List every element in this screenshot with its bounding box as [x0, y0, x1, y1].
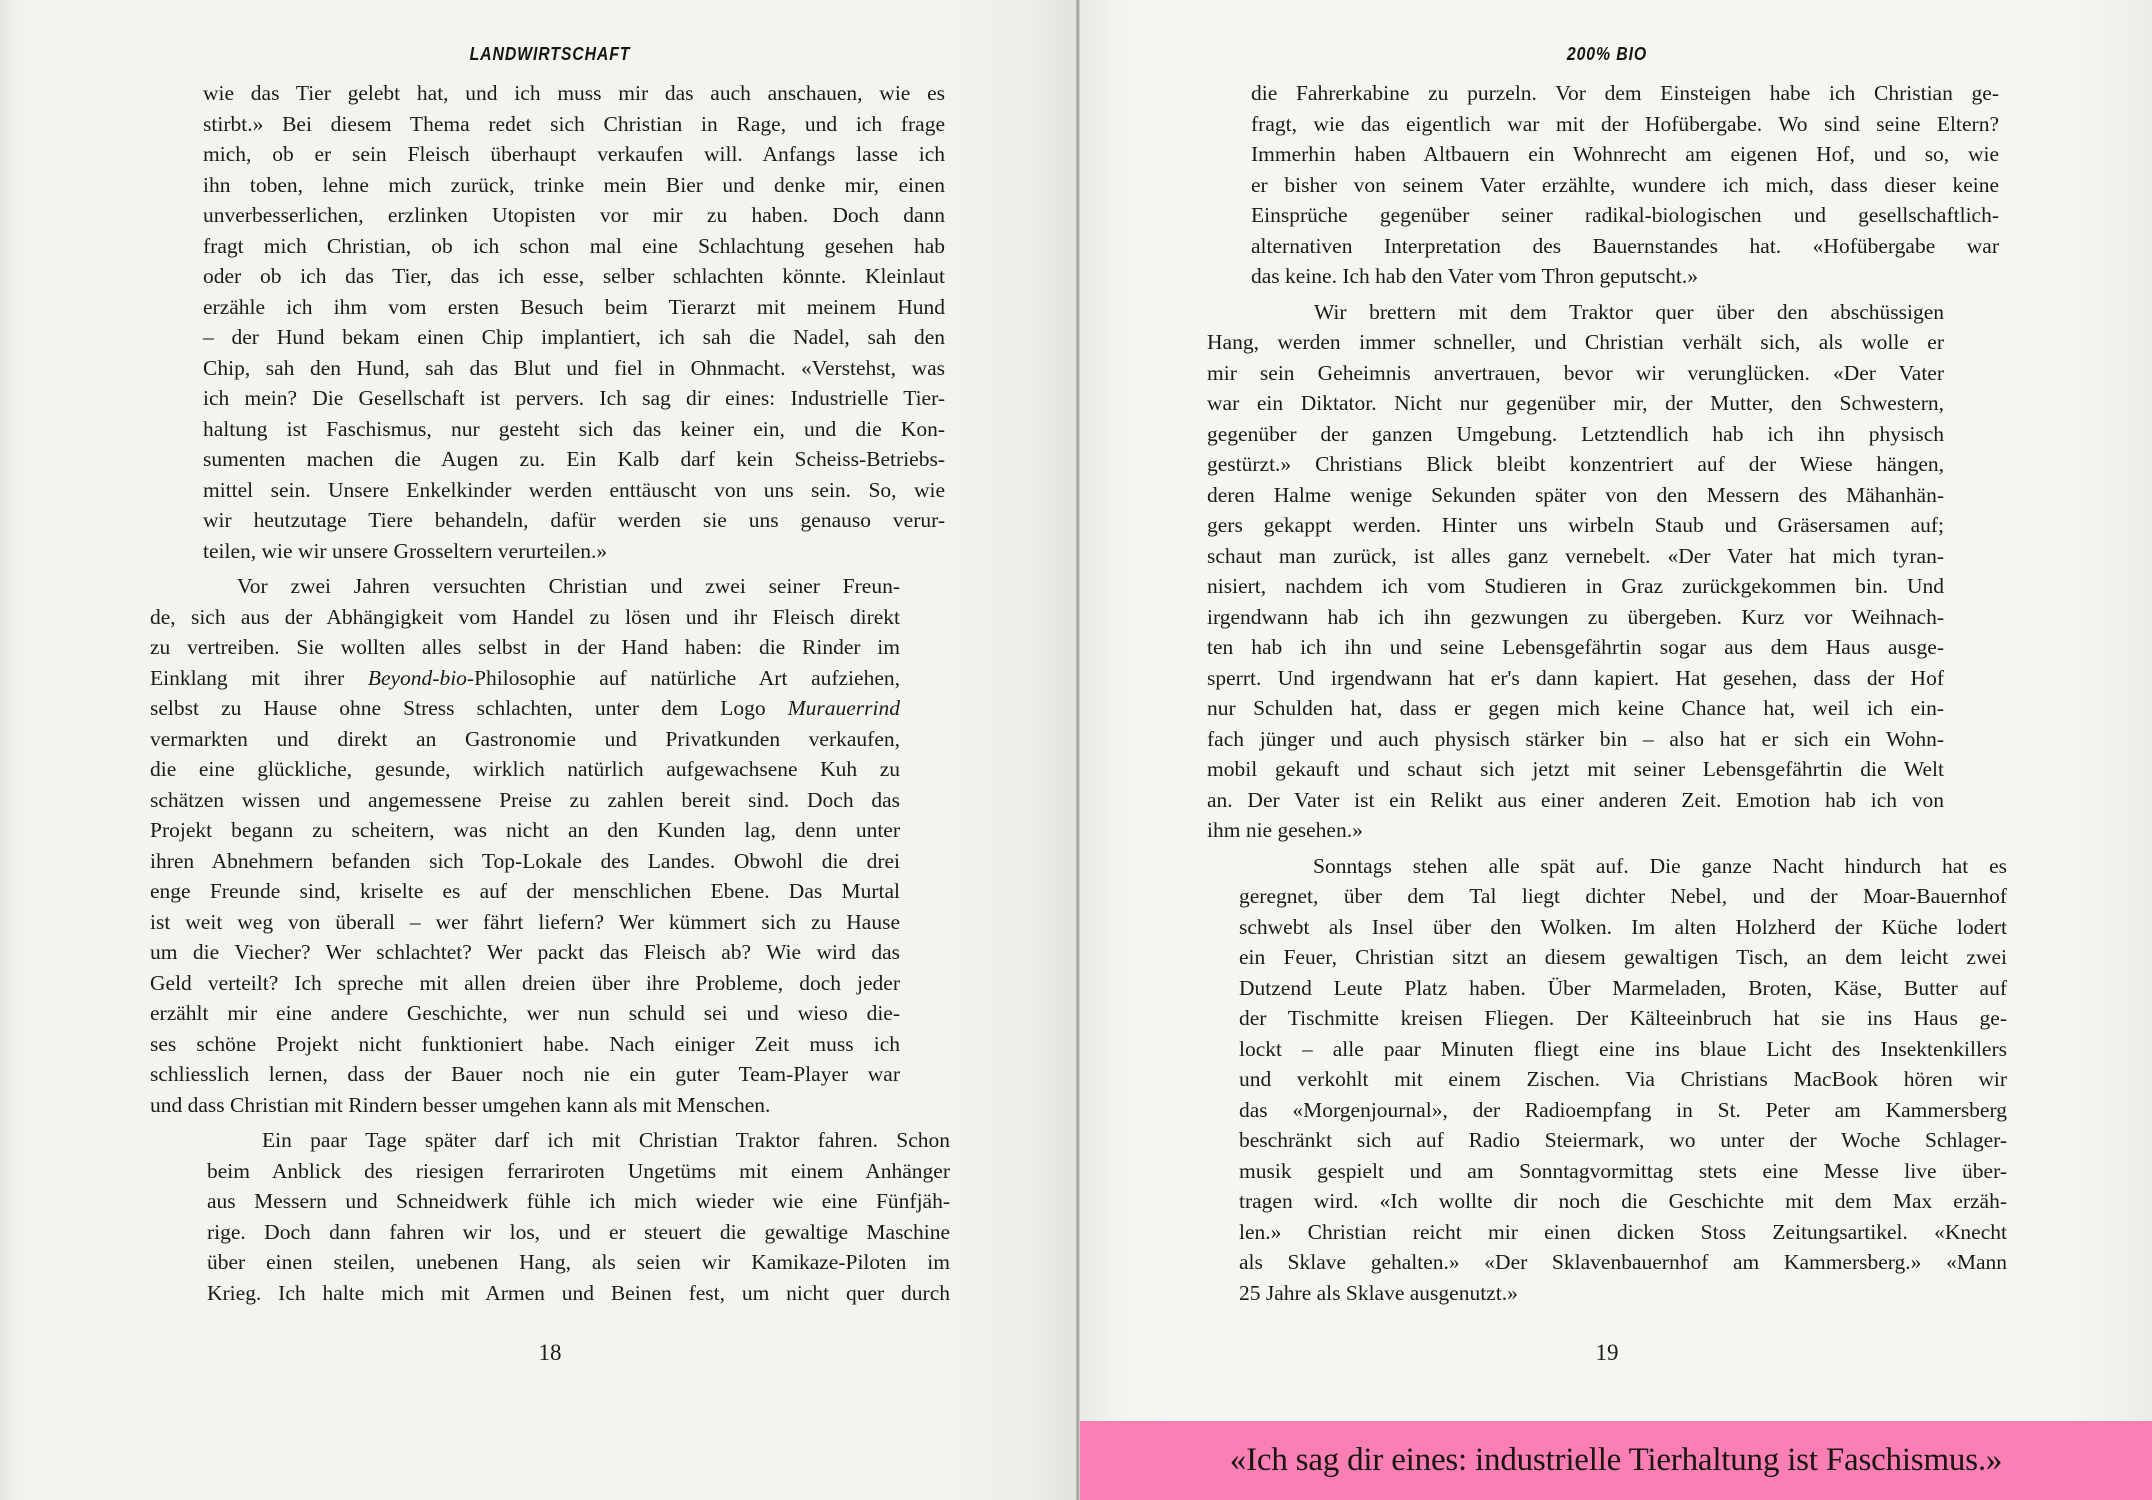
text-line: Einklang mit ihrer Beyond-bio-Philosophie auf natürliche Art aufziehen,	[150, 665, 900, 690]
text-line: gestürzt.» Christians Blick bleibt konzentriert auf der Wiese hängen,	[1207, 452, 1944, 476]
text-line: enge Freunde sind, kriselte es auf der menschlichen Ebene. Das Murtal	[150, 879, 900, 903]
text-line: und dass Christian mit Rindern besser umgehen kann als mit Menschen.	[150, 1092, 771, 1117]
text-line: Einsprüche gegenüber seiner radikal-biologischen und gesellschaftlich-	[1251, 203, 1999, 227]
text-line: erzähle ich ihm vom ersten Besuch beim Tierarzt mit meinem Hund	[203, 294, 945, 319]
text-line: Vor zwei Jahren versuchten Christian und zwei seiner Freun-	[237, 574, 900, 598]
text-line: Projekt begann zu scheitern, was nicht an den Kunden lag, denn unter	[150, 818, 900, 842]
text-line: mobil gekauft und schaut sich jetzt mit seiner Lebensgefährtin die Welt	[1207, 757, 1944, 781]
text-line: – der Hund bekam einen Chip implantiert, ich sah die Nadel, sah den	[203, 325, 945, 349]
paragraph	[150, 571, 900, 1120]
text-line: die eine glückliche, gesunde, wirklich natürlich aufgewachsene Kuh zu	[150, 757, 900, 781]
text-line: schwebt als Insel über den Wolken. Im alten Holzherd der Küche lodert	[1239, 914, 2007, 939]
text-line: beschränkt sich auf Radio Steiermark, wo unter der Woche Schlager-	[1239, 1128, 2007, 1152]
text-line: irgendwann hab ich ihn gezwungen zu übergeben. Kurz vor Weihnach-	[1207, 604, 1944, 629]
text-line: wir heutzutage Tiere behandeln, dafür werden sie uns genauso verur-	[203, 508, 945, 532]
text-line: um die Viecher? Wer schlachtet? Wer packt das Fleisch ab? Wie wird das	[150, 940, 900, 964]
text-line: schätzen wissen und angemessene Preise zu zahlen bereit sind. Doch das	[150, 787, 900, 812]
text-line: über einen steilen, unebenen Hang, als seien wir Kamikaze-Piloten im	[207, 1250, 950, 1274]
paragraph	[203, 78, 945, 566]
pull-quote-text: «Ich sag dir eines: industrielle Tierhaltung ist Faschismus.»	[1229, 1442, 2003, 1478]
text-line: nur Schulden hat, dass er gegen mich keine Chance hat, weil ich ein-	[1207, 696, 1944, 720]
text-line: ist weit weg von überall – wer fährt liefern? Wer kümmert sich zu Hause	[150, 909, 900, 934]
text-line: gegenüber der ganzen Umgebung. Letztendlich hab ich ihn physisch	[1207, 421, 1944, 446]
text-line: Geld verteilt? Ich spreche mit allen dreien über ihre Probleme, doch jeder	[150, 970, 900, 995]
paragraph	[1251, 78, 1999, 292]
text-line: Ein paar Tage später darf ich mit Christian Traktor fahren. Schon	[262, 1128, 950, 1152]
text-line: wie das Tier gelebt hat, und ich muss mir das auch anschauen, wie es	[203, 81, 945, 105]
text-line: das «Morgenjournal», der Radioempfang in St. Peter am Kammersberg	[1239, 1097, 2007, 1122]
text-line: er bisher von seinem Vater erzählte, wundere ich mich, dass dieser keine	[1251, 172, 1999, 197]
text-line: die Fahrerkabine zu purzeln. Vor dem Einsteigen habe ich Christian ge-	[1251, 81, 1999, 105]
text-line: stirbt.» Bei diesem Thema redet sich Christian in Rage, und ich frage	[203, 111, 945, 136]
text-line: geregnet, über dem Tal liegt dichter Nebel, und der Moar-Bauernhof	[1239, 884, 2007, 908]
text-line: ses schöne Projekt nicht funktioniert habe. Nach einiger Zeit muss ich	[150, 1031, 900, 1056]
text-line: Hang, werden immer schneller, und Christian verhält sich, als wolle er	[1207, 330, 1944, 354]
left-page-number: 18	[538, 1340, 562, 1365]
text-line: tragen wird. «Ich wollte dir noch die Geschichte mit dem Max erzäh-	[1239, 1189, 2007, 1213]
text-line: ihm nie gesehen.»	[1207, 818, 1363, 842]
right-text-column	[1207, 78, 2007, 1308]
text-line: teilen, wie wir unsere Grosseltern verurteilen.»	[203, 538, 608, 563]
right-page	[1080, 0, 2152, 1500]
text-line: unverbesserlichen, erzlinken Utopisten vor mir zu haben. Doch dann	[203, 203, 945, 227]
text-line: erzählt mir eine andere Geschichte, wer nun schuld sei und wieso die-	[150, 1001, 900, 1025]
paragraph	[207, 1125, 950, 1308]
text-line: selbst zu Hause ohne Stress schlachten, unter dem Logo Murauerrind	[150, 696, 900, 720]
paragraph	[1207, 297, 1944, 846]
text-line: fragt mich Christian, ob ich schon mal eine Schlachtung gesehen hab	[203, 233, 945, 258]
text-line: lockt – alle paar Minuten fliegt eine ins blaue Licht des Insektenkillers	[1239, 1036, 2007, 1061]
text-line: ihren Abnehmern befanden sich Top-Lokale des Landes. Obwohl die drei	[150, 848, 900, 873]
text-line: rige. Doch dann fahren wir los, und er steuert die gewaltige Maschine	[207, 1219, 950, 1244]
text-line: len.» Christian reicht mir einen dicken Stoss Zeitungsartikel. «Knecht	[1239, 1219, 2007, 1244]
text-line: Dutzend Leute Platz haben. Über Marmeladen, Broten, Käse, Butter auf	[1239, 975, 2007, 1000]
text-line: Sonntags stehen alle spät auf. Die ganze Nacht hindurch hat es	[1313, 853, 2007, 878]
text-line: de, sich aus der Abhängigkeit vom Handel zu lösen und ihr Fleisch direkt	[150, 604, 900, 629]
text-line: oder ob ich das Tier, das ich esse, selber schlachten könnte. Kleinlaut	[203, 264, 945, 288]
text-line: und verkohlt mit einem Zischen. Via Christians MacBook hören wir	[1239, 1067, 2007, 1091]
text-line: das keine. Ich hab den Vater vom Thron geputscht.»	[1251, 264, 1699, 288]
text-line: an. Der Vater ist ein Relikt aus einer anderen Zeit. Emotion hab ich von	[1207, 787, 1944, 812]
text-line: der Tischmitte kreisen Fliegen. Der Kälteeinbruch hat sie ins Haus ge-	[1239, 1006, 2007, 1030]
text-line: Wir brettern mit dem Traktor quer über den abschüssigen	[1314, 299, 1944, 324]
text-line: haltung ist Faschismus, nur gesteht sich das keiner ein, und die Kon-	[203, 416, 945, 441]
text-line: sperrt. Und irgendwann hat er's dann kapiert. Hat gesehen, dass der Hof	[1207, 665, 1944, 690]
right-page-number: 19	[1595, 1340, 1619, 1365]
text-line: mich, ob er sein Fleisch überhaupt verkaufen will. Anfangs lasse ich	[203, 142, 945, 166]
text-line: alternativen Interpretation des Bauernstandes hat. «Hofübergabe war	[1251, 233, 1999, 258]
text-line: schaut man zurück, ist alles ganz vernebelt. «Der Vater hat mich tyran-	[1207, 543, 1944, 568]
text-line: fach jünger und auch physisch stärker bin – also hat er sich ein Wohn-	[1207, 726, 1944, 751]
text-line: Immerhin haben Altbauern ein Wohnrecht am eigenen Hof, und so, wie	[1251, 142, 1999, 166]
text-line: 25 Jahre als Sklave ausgenutzt.»	[1239, 1280, 1518, 1305]
text-line: deren Halme wenige Sekunden später von den Messern des Mähanhän-	[1207, 482, 1944, 507]
text-line: ein Feuer, Christian sitzt an diesem gewaltigen Tisch, an dem leicht zwei	[1239, 945, 2007, 969]
left-text-column	[150, 78, 950, 1308]
text-line: als Sklave gehalten.» «Der Sklavenbauernhof am Kammersberg.» «Mann	[1239, 1250, 2007, 1274]
text-line: sumenten machen die Augen zu. Ein Kalb darf kein Scheiss-Betriebs-	[203, 447, 945, 471]
text-line: nisiert, nachdem ich vom Studieren in Graz zurückgekommen bin. Und	[1207, 574, 1944, 598]
text-line: fragt, wie das eigentlich war mit der Hofübergabe. Wo sind seine Eltern?	[1251, 111, 1999, 136]
text-line: ten hab ich ihn und seine Lebensgefährtin sogar aus dem Haus ausge-	[1207, 635, 1944, 659]
text-line: war ein Diktator. Nicht nur gegenüber mir, der Mutter, den Schwestern,	[1207, 391, 1944, 415]
text-line: Chip, sah den Hund, sah das Blut und fiel in Ohnmacht. «Verstehst, was	[203, 355, 945, 380]
text-line: mir sein Geheimnis anvertrauen, bevor wir verunglücken. «Der Vater	[1207, 360, 1944, 385]
text-line: vermarkten und direkt an Gastronomie und Privatkunden verkaufen,	[150, 726, 900, 751]
text-line: Krieg. Ich halte mich mit Armen und Beinen fest, um nicht quer durch	[207, 1280, 950, 1305]
text-line: mittel sein. Unsere Enkelkinder werden enttäuscht von uns sein. So, wie	[203, 477, 945, 502]
text-line: beim Anblick des riesigen ferrariroten Ungetüms mit einem Anhänger	[207, 1158, 950, 1183]
text-line: aus Messern und Schneidwerk fühle ich mich wieder wie eine Fünfjäh-	[207, 1189, 950, 1213]
text-line: zu vertreiben. Sie wollten alles selbst in der Hand haben: die Rinder im	[150, 635, 900, 659]
paragraph	[1239, 851, 2007, 1309]
text-line: schliesslich lernen, dass der Bauer noch nie ein guter Team-Player war	[150, 1062, 900, 1086]
pull-quote-banner	[1080, 1421, 2152, 1500]
text-line: ihn toben, lehne mich zurück, trinke mein Bier und denke mir, einen	[203, 172, 945, 197]
right-running-head: 200% BIO	[1566, 44, 1648, 64]
text-line: gers gekappt werden. Hinter uns wirbeln Staub und Gräsersamen auf;	[1207, 513, 1944, 537]
left-running-head: LANDWIRTSCHAFT	[469, 44, 631, 64]
text-line: musik gespielt und am Sonntagvormittag stets eine Messe live über-	[1239, 1158, 2007, 1183]
text-line: ich mein? Die Gesellschaft ist pervers. Ich sag dir eines: Industrielle Tier-	[203, 386, 945, 410]
